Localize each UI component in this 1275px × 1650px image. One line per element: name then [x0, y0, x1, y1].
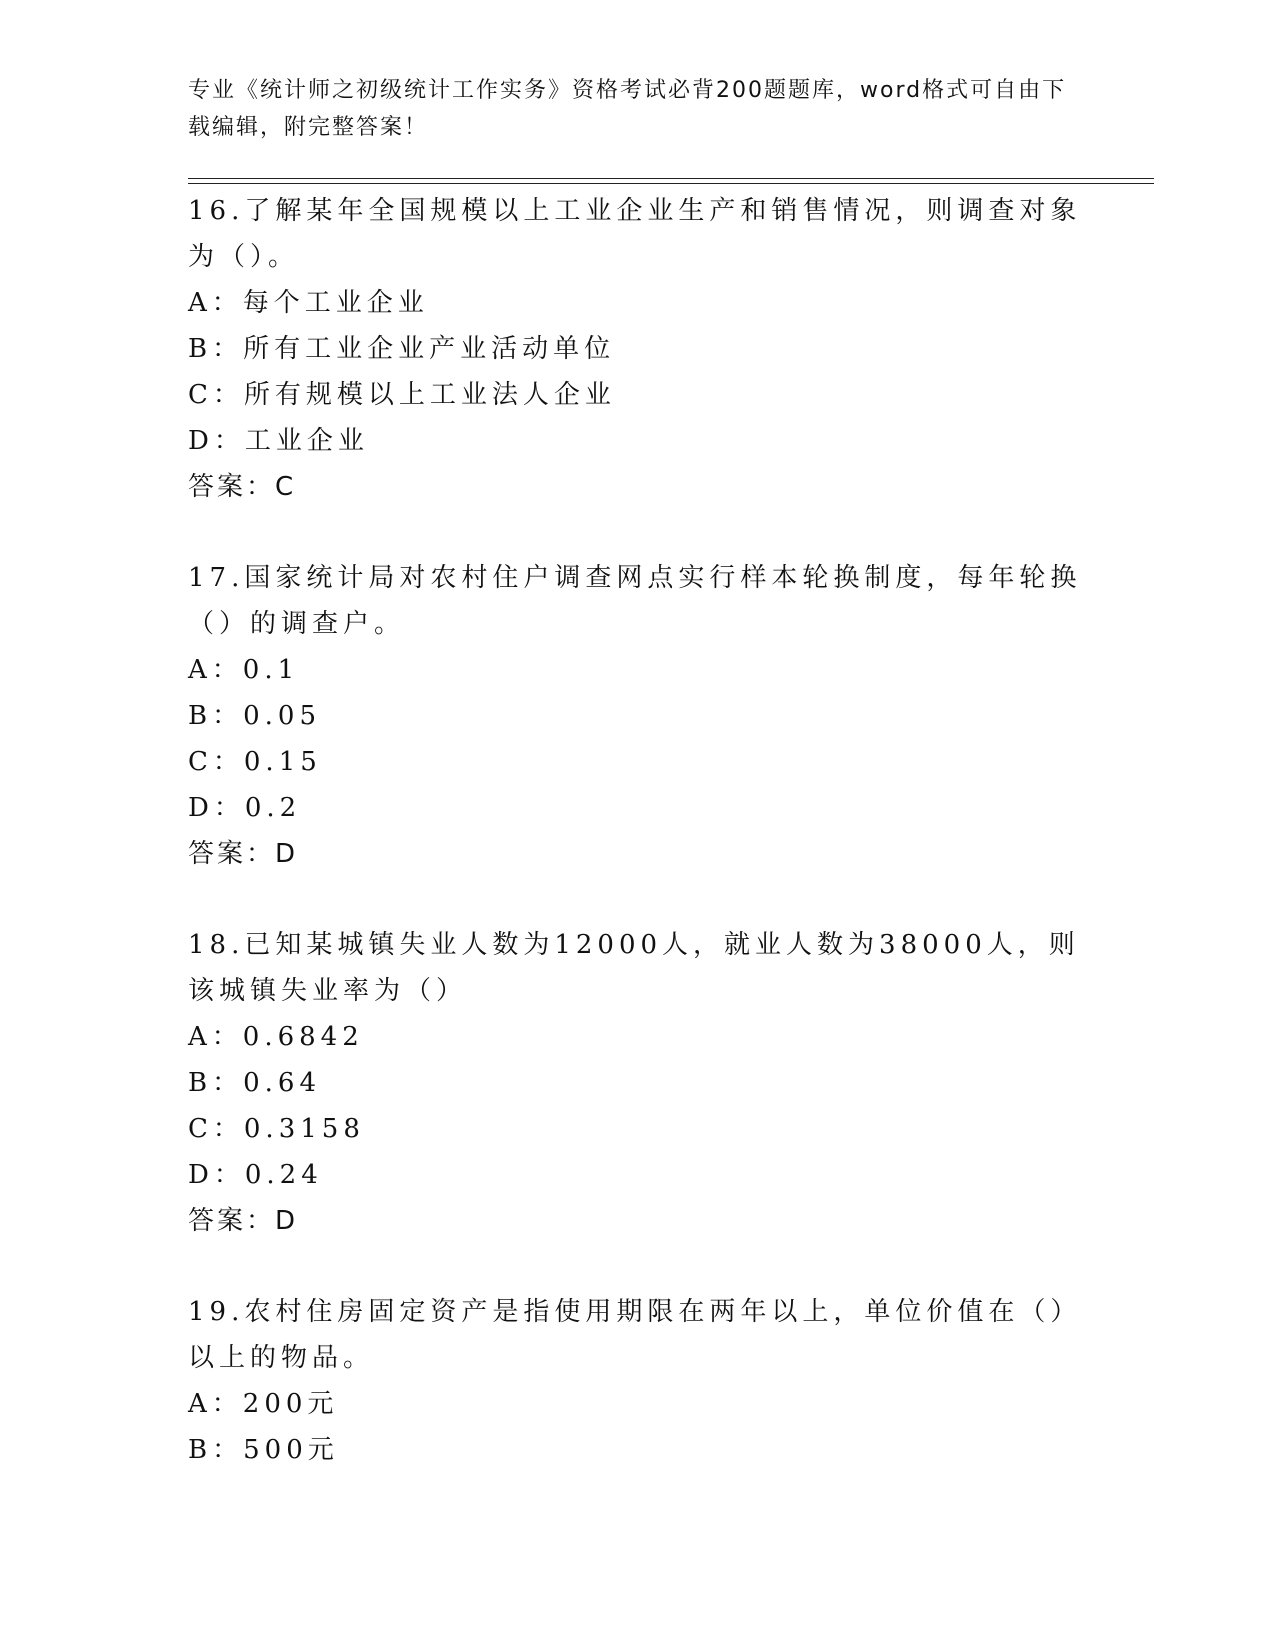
option-b: B：所有工业企业产业活动单位 — [188, 334, 616, 364]
option-b: B：0.64 — [188, 1068, 321, 1098]
option-a: A：0.1 — [188, 655, 300, 685]
option-b: B：0.05 — [188, 701, 321, 731]
option-a: A：每个工业企业 — [188, 288, 429, 318]
header-divider-bottom — [188, 183, 1154, 184]
document-header: 专业《统计师之初级统计工作实务》资格考试必背200题题库，word格式可自由下载编辑，附完整答案！ — [188, 78, 1067, 140]
question-stem: 18.已知某城镇失业人数为12000人，就业人数为38000人，则该城镇失业率为（） — [188, 930, 1080, 1006]
option-c: C：所有规模以上工业法人企业 — [188, 380, 616, 410]
question-19 — [188, 1289, 1088, 1473]
header-divider-top — [188, 178, 1154, 179]
option-d: D：工业企业 — [188, 426, 369, 456]
option-b: B：500元 — [188, 1435, 339, 1465]
question-16 — [188, 188, 1088, 510]
question-17 — [188, 555, 1088, 877]
answer: 答案：C — [188, 472, 297, 502]
option-c: C：0.3158 — [188, 1114, 365, 1144]
option-a: A：200元 — [188, 1389, 339, 1419]
answer: 答案：D — [188, 839, 299, 869]
option-c: C：0.15 — [188, 747, 322, 777]
question-18 — [188, 922, 1088, 1244]
answer: 答案：D — [188, 1206, 299, 1236]
question-stem: 19.农村住房固定资产是指使用期限在两年以上，单位价值在（）以上的物品。 — [188, 1297, 1082, 1373]
option-d: D：0.24 — [188, 1160, 323, 1190]
question-stem: 17.国家统计局对农村住户调查网点实行样本轮换制度，每年轮换（）的调查户。 — [188, 563, 1082, 639]
question-stem: 16.了解某年全国规模以上工业企业生产和销售情况，则调查对象为（）。 — [188, 196, 1082, 272]
question-list — [188, 188, 1088, 1518]
option-a: A：0.6842 — [188, 1022, 364, 1052]
option-d: D：0.2 — [188, 793, 302, 823]
